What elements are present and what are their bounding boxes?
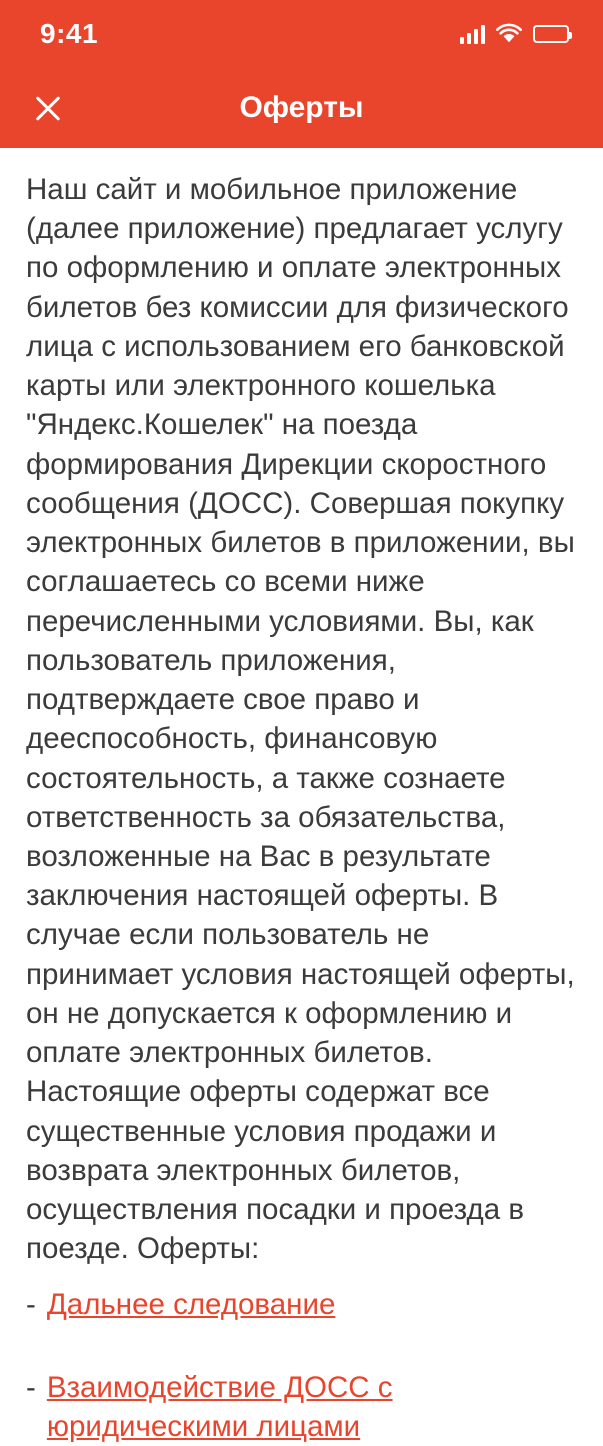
status-bar — [0, 0, 603, 68]
navigation-bar — [0, 68, 603, 148]
list-item[interactable] — [26, 1285, 577, 1324]
wifi-icon — [496, 25, 522, 44]
list-item[interactable] — [26, 1368, 577, 1446]
link-dalnee-sledovanie[interactable]: Дальнее следование — [46, 1287, 336, 1321]
status-indicators — [460, 24, 569, 44]
link-vzaimodeystvie-doss[interactable]: Взаимодействие ДОСС с юридическими лицами — [46, 1370, 393, 1444]
page-title: Оферты — [239, 91, 364, 124]
bullet-dash: - — [26, 1287, 36, 1321]
offer-content[interactable] — [0, 148, 603, 1444]
status-time: 9:41 — [40, 18, 99, 49]
signal-bars-icon — [460, 24, 485, 44]
bullet-dash: - — [26, 1370, 36, 1404]
battery-full-icon — [533, 25, 569, 43]
offer-paragraph: Наш сайт и мобильное приложение (далее приложение) предлагает услугу по оформлению и оплате электронных билетов без комиссии для физического лица с использованием его банковской карты или электронного кошелька "Яндекс.Кошелек" на поезда формирования Дирекции скоростного сообщения (ДОСС). Совершая покупку электронных билетов в приложении, вы соглашаетесь со всеми ниже перечисленными условиями. Вы, как пользователь приложения, подтверждаете свое право и дееспособность, финансовую состоятельность, а также сознаете ответственность за обязательства, возложенные на Вас в результате заключения настоящей оферты. В случае если пользователь не принимает условия настоящей оферты, он не допускается к оформлению и оплате электронных билетов. Настоящие оферты содержат все существенные условия продажи и возврата электронных билетов, осуществления посадки и проезда в поезде. Оферты: — [26, 173, 583, 1266]
close-icon[interactable] — [26, 86, 70, 130]
